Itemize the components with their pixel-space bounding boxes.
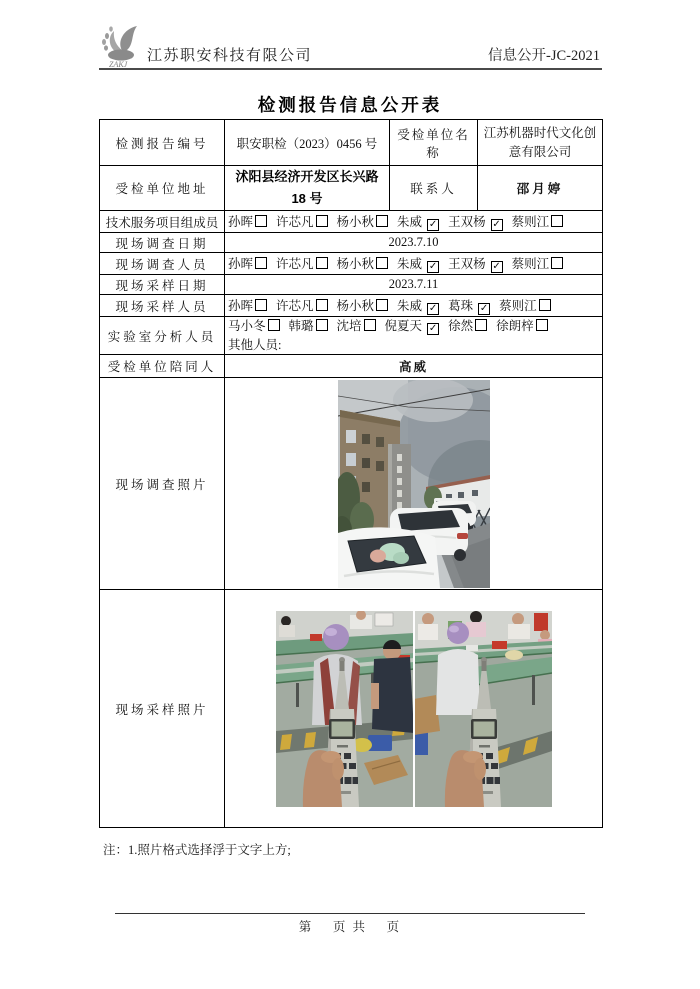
member-item: 杨小秋 xyxy=(337,299,389,313)
member-item: 朱威 ✓ xyxy=(397,298,438,314)
row-label: 现场采样人员 xyxy=(100,295,225,317)
address-line: 18 号 xyxy=(291,191,323,207)
member-checkbox xyxy=(255,257,267,269)
report-table xyxy=(99,119,603,828)
member-checkbox xyxy=(364,319,376,331)
page-title: 检测报告信息公开表 xyxy=(257,95,443,115)
member-item: 倪夏天 ✓ xyxy=(384,319,438,335)
table-row xyxy=(100,295,603,317)
member-item: 孙晖 xyxy=(228,257,267,271)
member-item: 马小冬 xyxy=(228,319,280,333)
table-row xyxy=(100,253,603,275)
member-item: 许芯凡 xyxy=(276,215,328,229)
footer-divider xyxy=(115,913,585,914)
row-label: 实验室分析人员 xyxy=(100,317,225,355)
member-checkbox: ✓ xyxy=(492,260,501,272)
row-label: 现场调查人员 xyxy=(100,253,225,275)
member-item: 王双杨 ✓ xyxy=(448,214,501,230)
other-persons-label: 其他人员: xyxy=(228,338,282,353)
table-row xyxy=(100,120,603,166)
footer-page-label: 第 页 共 页 xyxy=(298,920,402,934)
member-checkbox xyxy=(539,299,551,311)
member-checkbox xyxy=(268,319,280,331)
member-checkbox xyxy=(475,319,487,331)
row-value: 江苏机器时代文化创意有限公司 xyxy=(478,120,603,166)
member-checkbox xyxy=(316,257,328,269)
row-label: 技术服务项目组成员 xyxy=(100,211,225,233)
members-cell xyxy=(225,211,603,233)
member-item: 杨小秋 xyxy=(337,257,389,271)
member-checkbox xyxy=(316,299,328,311)
sampling-photo-cell xyxy=(225,590,603,828)
member-item: 朱威 ✓ xyxy=(397,214,438,230)
row-label: 检测报告编号 xyxy=(100,120,225,166)
member-checkbox: ✓ xyxy=(479,302,489,314)
row-label: 现场采样日期 xyxy=(100,275,225,295)
member-item: 许芯凡 xyxy=(276,257,328,271)
table-row xyxy=(100,166,603,211)
member-item: 韩璐 xyxy=(289,319,328,333)
logo-text: ZAKJ xyxy=(109,60,128,69)
row-label: 现场调查照片 xyxy=(100,378,225,590)
row-value: 高威 xyxy=(225,355,603,378)
table-row xyxy=(100,317,603,355)
table-row xyxy=(100,275,603,295)
row-label: 受检单位名称 xyxy=(390,120,478,166)
note-text: 注：1.照片格式选择浮于文字上方; xyxy=(103,843,291,857)
table-row xyxy=(100,378,603,590)
sampling-photo xyxy=(276,611,552,807)
row-value: 2023.7.11 xyxy=(225,275,603,295)
row-label: 受检单位地址 xyxy=(100,166,225,211)
member-item: 沈培 xyxy=(337,319,376,333)
member-item: 许芯凡 xyxy=(276,299,328,313)
member-checkbox: ✓ xyxy=(428,302,438,314)
member-checkbox xyxy=(551,215,563,227)
survey-photo xyxy=(338,380,490,588)
member-checkbox: ✓ xyxy=(428,323,438,335)
row-value: 2023.7.10 xyxy=(225,233,603,253)
member-checkbox xyxy=(536,319,548,331)
address-line: 沭阳县经济开发区长兴路 xyxy=(235,169,379,184)
table-row xyxy=(100,590,603,828)
row-value: 职安职检（2023）0456 号 xyxy=(225,120,390,166)
member-checkbox xyxy=(376,215,388,227)
member-item: 杨小秋 xyxy=(337,215,389,229)
member-checkbox xyxy=(376,299,388,311)
member-item: 徐朗梓 xyxy=(496,319,548,333)
member-checkbox: ✓ xyxy=(428,260,438,272)
report-table-body xyxy=(100,120,603,828)
member-item: 孙晖 xyxy=(228,215,267,229)
members-cell xyxy=(225,317,603,355)
table-row xyxy=(100,355,603,378)
members-cell xyxy=(225,253,603,275)
member-checkbox: ✓ xyxy=(428,218,438,230)
table-row xyxy=(100,233,603,253)
row-label: 受检单位陪同人 xyxy=(100,355,225,378)
row-label: 现场采样照片 xyxy=(100,590,225,828)
member-checkbox xyxy=(255,299,267,311)
member-item: 朱威 ✓ xyxy=(397,256,438,272)
company-name: 江苏职安科技有限公司 xyxy=(147,48,313,64)
member-checkbox xyxy=(316,215,328,227)
page-header xyxy=(99,22,602,70)
doc-number: 信息公开-JC-2021 xyxy=(488,48,600,64)
member-checkbox xyxy=(255,215,267,227)
member-item: 孙晖 xyxy=(228,299,267,313)
member-item: 葛珠 ✓ xyxy=(448,298,489,314)
member-item: 蔡则江 xyxy=(512,215,564,229)
row-label: 现场调查日期 xyxy=(100,233,225,253)
table-row xyxy=(100,211,603,233)
member-checkbox xyxy=(376,257,388,269)
contact-name: 邵月婷 xyxy=(478,166,603,211)
member-checkbox: ✓ xyxy=(492,218,501,230)
member-checkbox xyxy=(316,319,328,331)
member-item: 王双杨 ✓ xyxy=(448,256,501,272)
company-logo-icon xyxy=(99,22,145,70)
members-cell xyxy=(225,295,603,317)
survey-photo-cell xyxy=(225,378,603,590)
member-item: 徐然 xyxy=(448,319,487,333)
member-item: 蔡则江 xyxy=(512,257,564,271)
row-value xyxy=(225,166,390,211)
member-checkbox xyxy=(551,257,563,269)
member-item: 蔡则江 xyxy=(499,299,551,313)
row-label: 联系人 xyxy=(390,166,478,211)
